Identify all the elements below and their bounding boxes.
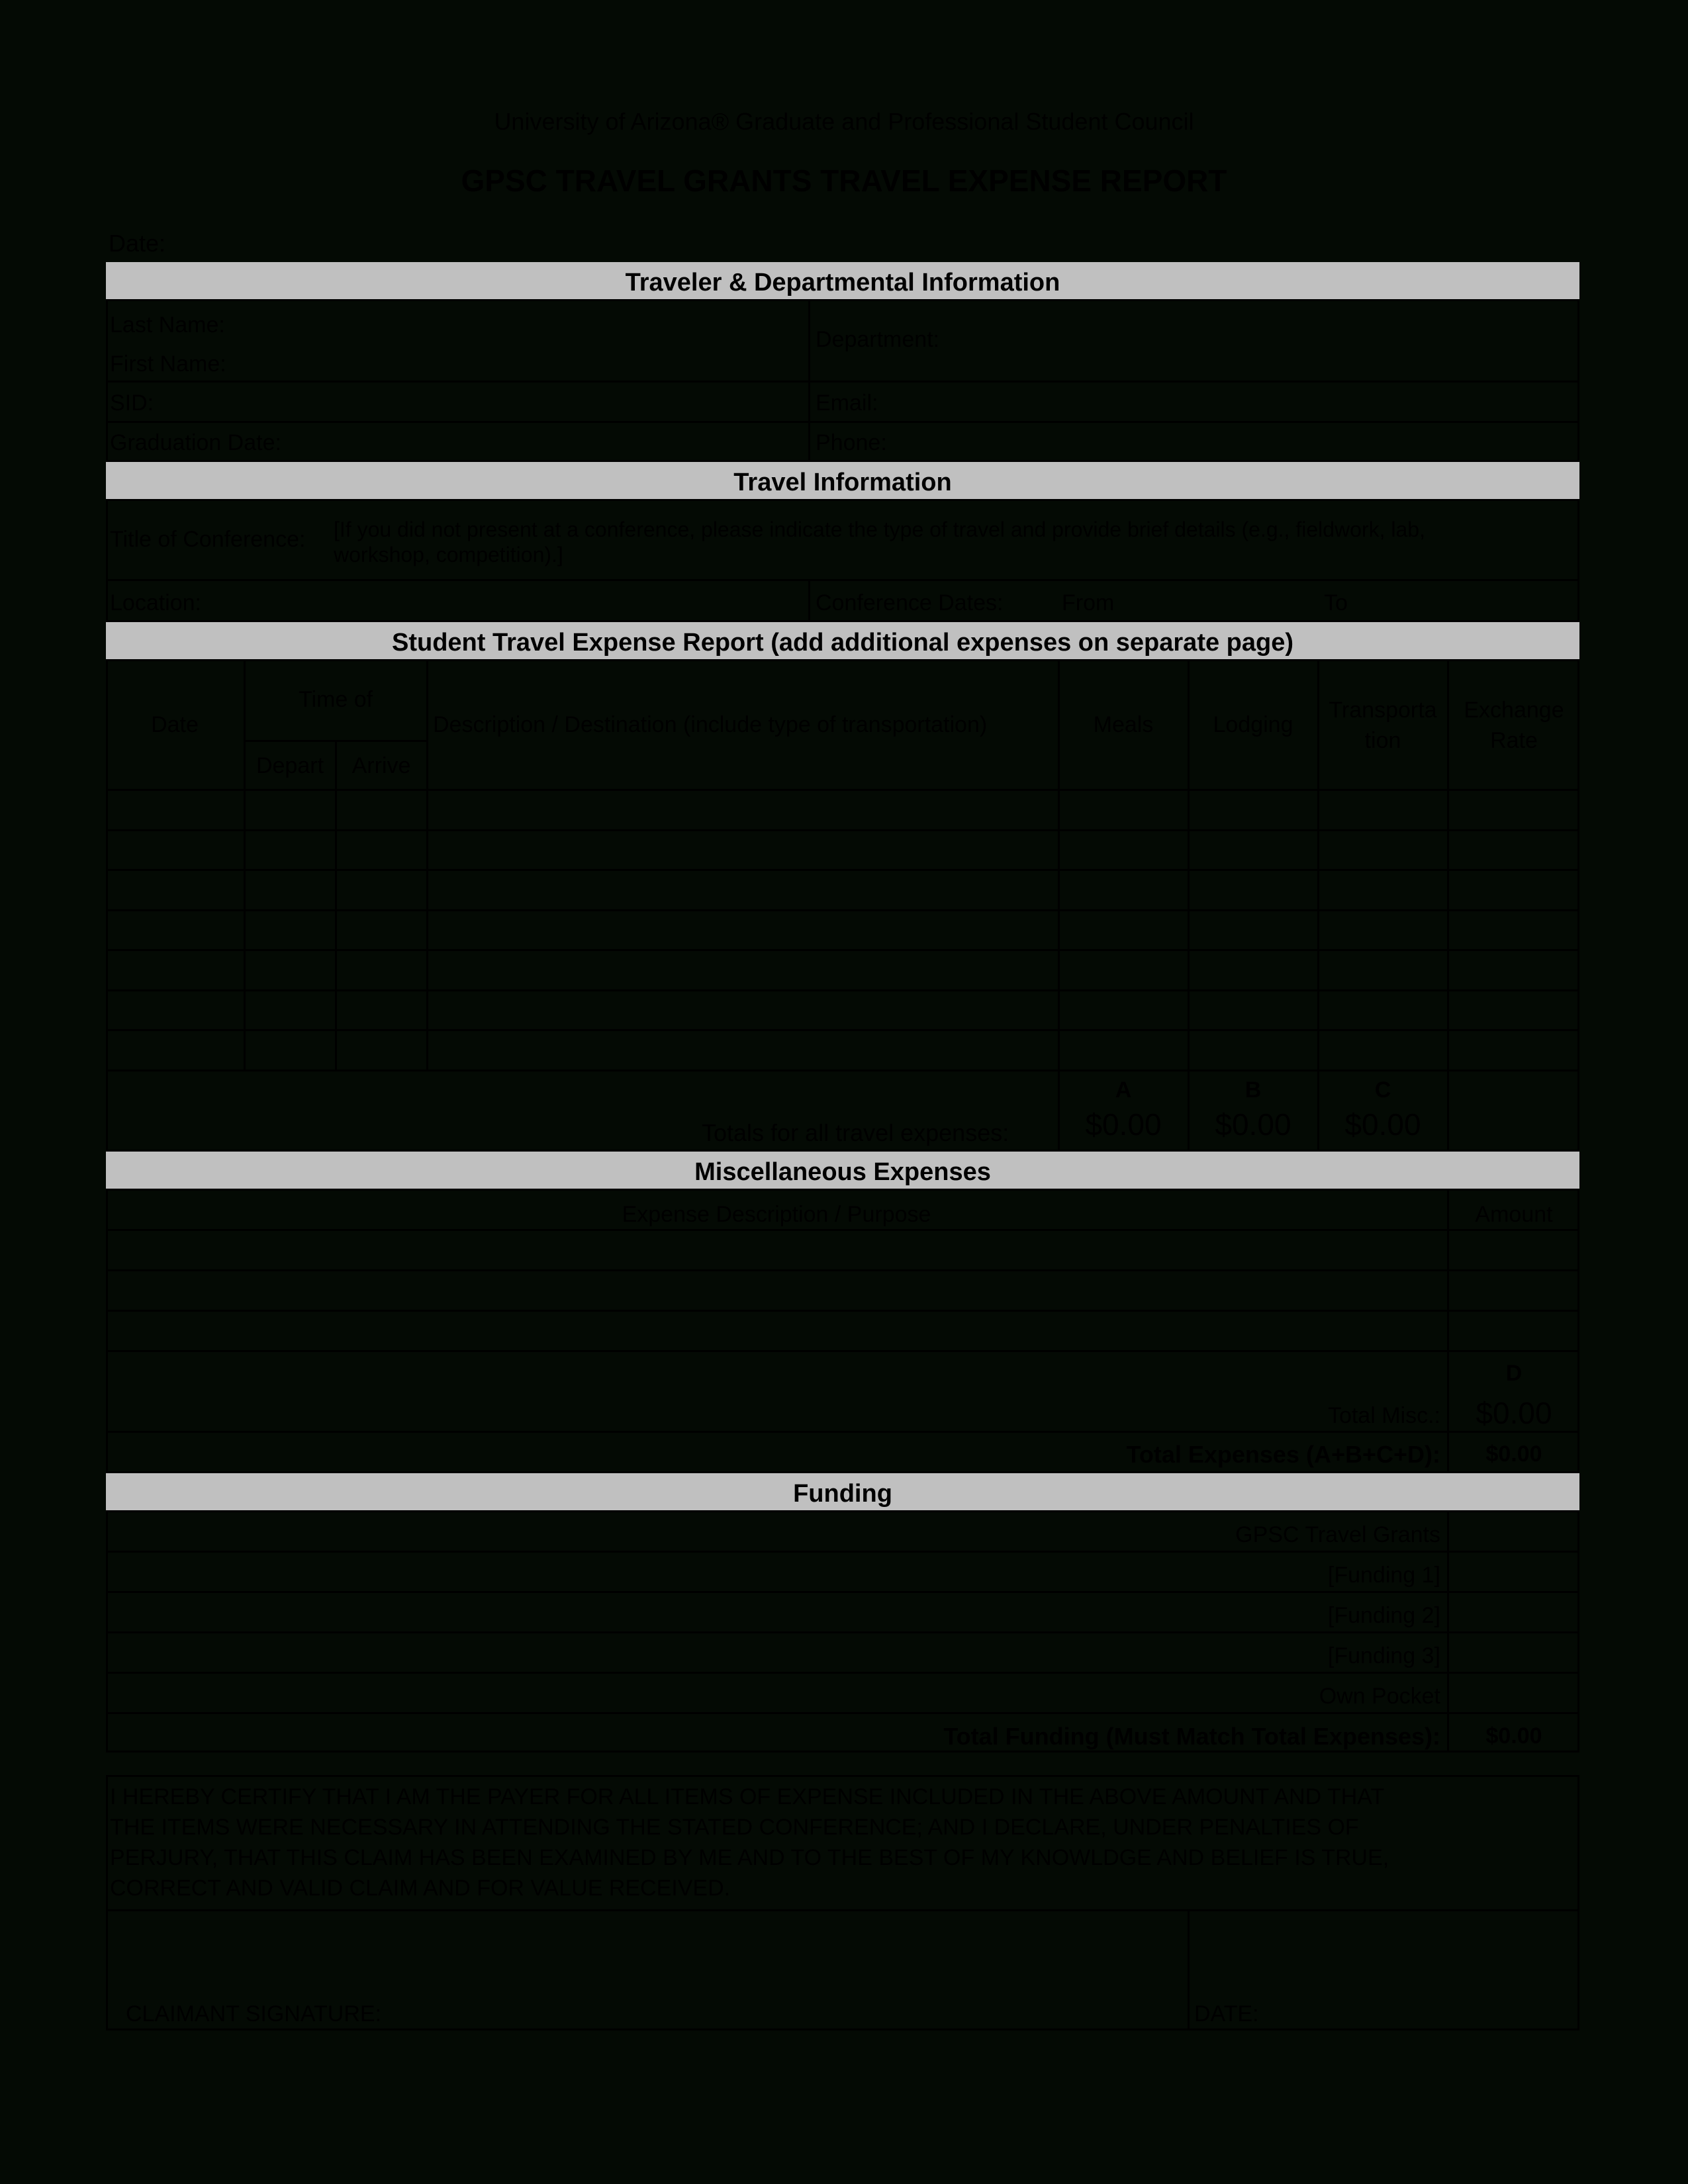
expense-row-line xyxy=(106,829,1579,831)
claimant-signature-field[interactable]: CLAIMANT SIGNATURE: xyxy=(126,2001,382,2026)
first-name-field[interactable]: First Name: xyxy=(110,351,226,377)
certification-divider xyxy=(106,1909,1579,1911)
page-title: GPSC TRAVEL GRANTS TRAVEL EXPENSE REPORT xyxy=(461,163,1227,198)
total-funding-label: Total Funding (Must Match Total Expenses): xyxy=(943,1723,1440,1750)
expense-col-line-arrive xyxy=(426,659,428,1071)
col-header-time-of: Time of xyxy=(298,687,373,712)
certification-text-line2: THE ITEMS WERE NECESSARY IN ATTENDING THE STATED CONFERENCE; AND I DECLARE, UNDER PENALTIES OF xyxy=(110,1815,1359,1840)
funding-source-3: [Funding 3] xyxy=(1327,1643,1440,1668)
funding-row-line xyxy=(106,1551,1579,1553)
total-funding-value: $0.00 xyxy=(1485,1723,1542,1749)
funding-row-line xyxy=(106,1712,1579,1714)
total-misc-value: $0.00 xyxy=(1476,1396,1552,1430)
certification-box xyxy=(106,1775,1579,2030)
expense-section-heading: Student Travel Expense Report (add additional expenses on separate page) xyxy=(106,622,1579,659)
funding-source-gpsc: GPSC Travel Grants xyxy=(1235,1522,1440,1547)
phone-field[interactable]: Phone: xyxy=(816,430,887,455)
certification-text-line4: CORRECT AND VALID CLAIM AND FOR VALUE RECEIVED. xyxy=(110,1876,731,1901)
traveler-row-line-2 xyxy=(106,421,1579,423)
conference-dates-label: Conference Dates: xyxy=(816,590,1004,615)
location-field[interactable]: Location: xyxy=(110,590,201,615)
traveler-row-line-1 xyxy=(106,381,1579,383)
total-expenses-label: Total Expenses (A+B+C+D): xyxy=(1126,1441,1440,1468)
conference-title-note-line1: [If you did not present at a conference, please indicate the type of travel and provide brief details (e.g., fieldwork, lab, xyxy=(334,518,1425,541)
department-field[interactable]: Department: xyxy=(816,327,940,352)
total-transportation-value: $0.00 xyxy=(1344,1107,1421,1142)
col-header-transportation: Transporta xyxy=(1329,698,1437,723)
last-name-field[interactable]: Last Name: xyxy=(110,312,225,338)
col-header-transportation-cont: tion xyxy=(1364,728,1401,753)
funding-source-own-pocket: Own Pocket xyxy=(1319,1684,1440,1709)
conference-from-field[interactable]: From xyxy=(1062,590,1115,615)
signature-date-divider xyxy=(1188,1909,1190,2030)
misc-row-line xyxy=(106,1229,1579,1231)
funding-row-line xyxy=(106,1672,1579,1674)
total-expenses-value: $0.00 xyxy=(1485,1441,1542,1467)
expense-col-line-date xyxy=(244,659,246,1071)
time-of-subheader-line xyxy=(244,740,428,742)
travel-totals-label: Totals for all travel expenses: xyxy=(702,1119,1009,1146)
funding-row-line xyxy=(106,1591,1579,1593)
col-header-exchange-rate-cont: Rate xyxy=(1490,728,1538,753)
travel-divider xyxy=(808,579,810,622)
col-header-meals: Meals xyxy=(1093,712,1154,737)
col-header-lodging: Lodging xyxy=(1213,712,1293,737)
funding-row-line xyxy=(106,1631,1579,1633)
conference-title-label: Title of Conference: xyxy=(110,527,306,552)
misc-row-line xyxy=(106,1431,1579,1433)
misc-col-header-description: Expense Description / Purpose xyxy=(622,1202,931,1227)
total-lodging-value: $0.00 xyxy=(1215,1107,1291,1142)
conference-to-field[interactable]: To xyxy=(1324,590,1348,615)
misc-section-heading: Miscellaneous Expenses xyxy=(106,1152,1579,1189)
expense-row-line xyxy=(106,1029,1579,1031)
total-letter-b: B xyxy=(1244,1077,1262,1103)
expense-row-line xyxy=(106,789,1579,791)
total-letter-d: D xyxy=(1505,1361,1523,1386)
organization-name: University of Arizona® Graduate and Professional Student Council xyxy=(494,108,1194,135)
funding-source-2: [Funding 2] xyxy=(1327,1603,1440,1628)
expense-row-line xyxy=(106,909,1579,911)
report-date-label: Date: xyxy=(109,230,166,257)
total-letter-c: C xyxy=(1374,1077,1391,1103)
traveler-section-heading: Traveler & Departmental Information xyxy=(106,262,1579,299)
col-header-arrive: Arrive xyxy=(352,753,411,778)
conference-title-note-line2: workshop, competition).] xyxy=(334,543,563,567)
misc-row-line xyxy=(106,1269,1579,1271)
graduation-date-field[interactable]: Graduation Date: xyxy=(110,430,281,455)
expense-row-line xyxy=(106,869,1579,871)
travel-row-line xyxy=(106,579,1579,581)
col-header-date: Date xyxy=(151,712,199,737)
sid-field[interactable]: SID: xyxy=(110,390,154,416)
misc-row-line xyxy=(106,1350,1579,1352)
total-letter-a: A xyxy=(1115,1077,1132,1103)
signature-date-field[interactable]: DATE: xyxy=(1194,2001,1259,2026)
expense-row-line xyxy=(106,1069,1579,1071)
funding-section-heading: Funding xyxy=(106,1473,1579,1510)
total-meals-value: $0.00 xyxy=(1085,1107,1162,1142)
certification-text-line1: I HEREBY CERTIFY THAT I AM THE PAYER FOR ALL ITEMS OF EXPENSE INCLUDED IN THE ABOVE AMOUNT AND THAT xyxy=(110,1784,1385,1809)
misc-col-header-amount: Amount xyxy=(1475,1202,1553,1227)
expense-row-line xyxy=(106,949,1579,951)
col-header-depart: Depart xyxy=(256,753,324,778)
certification-text-line3: PERJURY, THAT THIS CLAIM HAS BEEN EXAMINED BY ME AND TO THE BEST OF MY KNOWLDGE AND BELIEF IS TRUE, xyxy=(110,1845,1389,1870)
travel-section-heading: Travel Information xyxy=(106,462,1579,499)
expense-row-line xyxy=(106,989,1579,991)
misc-row-line xyxy=(106,1310,1579,1312)
col-header-description: Description / Destination (include type of transportation) xyxy=(433,712,988,737)
funding-source-1: [Funding 1] xyxy=(1327,1563,1440,1588)
col-header-exchange-rate: Exchange xyxy=(1464,698,1564,723)
total-misc-label: Total Misc.: xyxy=(1327,1403,1440,1428)
email-field[interactable]: Email: xyxy=(816,390,878,416)
